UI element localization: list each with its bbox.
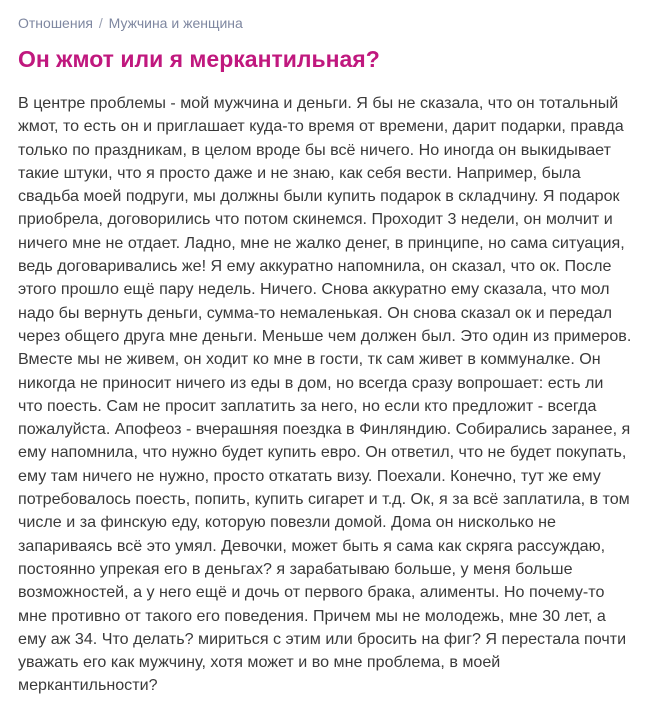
post-body-line: пожалуйста. Апофеоз - вчерашняя поездка в Финляндию. Собирались заранее, я — [18, 420, 631, 439]
post-body-line: мне противно от такого его поведения. Причем мы не молодежь, мне 30 лет, а — [18, 606, 606, 625]
post-body-line: Вместе мы не живем, он ходит ко мне в гости, тк сам живет в коммуналке. Он — [18, 350, 601, 369]
post-body-line: через общего друга мне деньги. Меньше чем должен был. Это один из примеров. — [18, 326, 632, 345]
post-body-line: возможностей, а у него ещё и дочь от первого брака, алименты. Но почему-то — [18, 583, 605, 602]
post-body-line: приобрела, договорились что потом скинемся. Проходит 3 недели, он молчит и — [18, 210, 613, 229]
post-body-line: ничего мне не отдает. Ладно, мне не жалко денег, в принципе, но сама ситуация, — [18, 233, 625, 252]
breadcrumb — [18, 13, 243, 33]
breadcrumb-separator: / — [98, 15, 103, 31]
post-body-line: свадьба моей подруги, мы должны были купить подарок в складчину. Я подарок — [18, 187, 620, 206]
post-body-line: что поесть. Сам не просит заплатить за него, но если кто предложит - всегда — [18, 396, 597, 415]
post-body-line: этого прошло ещё пару недель. Ничего. Снова аккуратно ему сказала, что мол — [18, 280, 610, 299]
post-body-line: В центре проблемы - мой мужчина и деньги. Я бы не сказала, что он тотальный — [18, 94, 619, 112]
post-body-line: такие штуки, что я просто даже и не знаю, как себя вести. Например, была — [18, 163, 581, 182]
post-body — [18, 92, 648, 698]
post-body-line: запариваясь всё это умял. Девочки, может быть я сама как скряга рассуждаю, — [18, 536, 606, 555]
post-body-line: ему аж 34. Что делать? мириться с этим или бросить на фиг? Я перестала почти — [18, 629, 627, 648]
post-body-line: никогда не приносит ничего из еды в дом, но всегда сразу вопрошает: есть ли — [18, 373, 604, 392]
post-body-line: уважать его как мужчину, хотя может и во мне проблема, в моей — [18, 653, 501, 672]
post-body-line: меркантильности? — [18, 676, 158, 695]
post-title: Он жмот или я меркантильная? — [18, 46, 380, 72]
post-body-line: постоянно упрекая его в деньгах? я зарабатываю больше, у меня больше — [18, 559, 573, 578]
post-body-line: числе и за финскую еду, которую повезли домой. Дома он нисколько не — [18, 513, 556, 532]
post-body-line: потребовалось поесть, попить, купить сигарет и т.д. Ок, я за всё заплатила, в том — [18, 490, 630, 509]
post-body-line: ведь договаривались же! Я ему аккуратно напомнила, он сказал, что ок. После — [18, 257, 612, 276]
breadcrumb-link-man-and-woman[interactable]: Мужчина и женщина — [108, 15, 243, 31]
breadcrumb-link-relationships[interactable]: Отношения — [18, 15, 93, 31]
post-body-line: ему там ничего не нужно, просто откатать визу. Поехали. Конечно, тут же ему — [18, 466, 601, 485]
post-body-line: надо бы вернуть деньги, сумма-то немаленькая. Он снова сказал ок и передал — [18, 303, 613, 322]
post-body-line: ему напомнила, что нужно будет купить евро. Он ответил, что не будет покупать, — [18, 443, 627, 462]
post-body-line: только по праздникам, в целом вроде бы всё ничего. Но иногда он выкидывает — [18, 140, 611, 159]
post-body-line: жмот, то есть он и приглашает куда-то время от времени, дарит подарки, правда — [18, 117, 624, 136]
